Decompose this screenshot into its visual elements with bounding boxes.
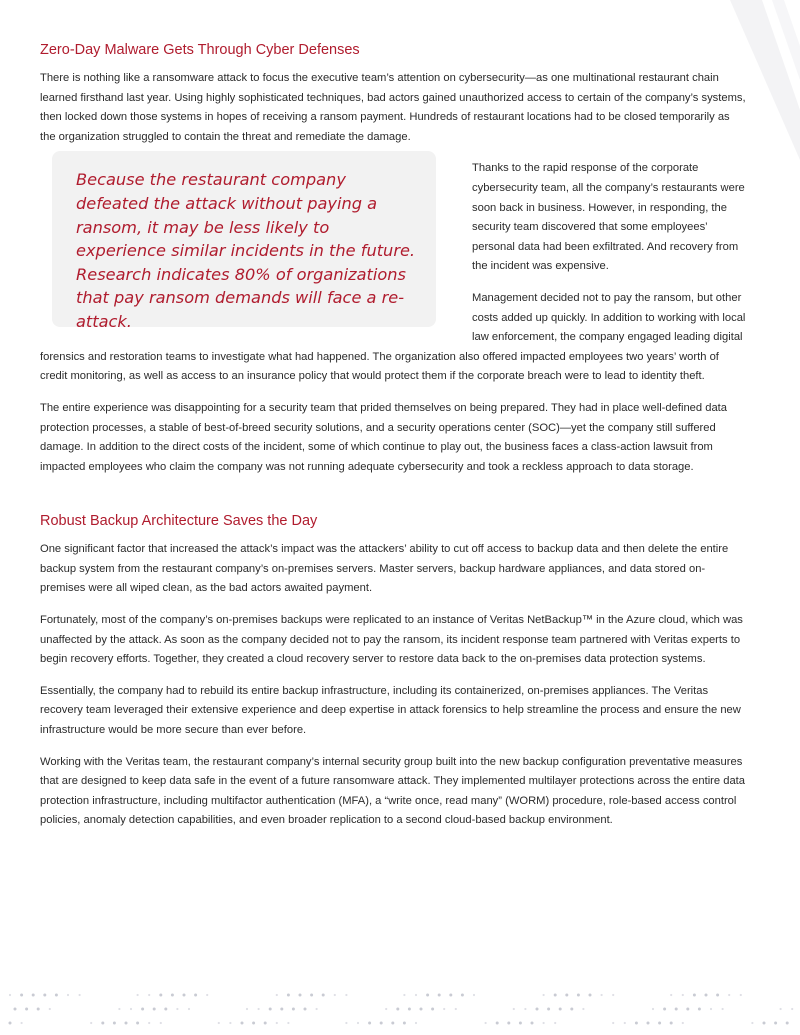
decoration-dot	[264, 1022, 267, 1025]
decoration-dot	[385, 1008, 387, 1010]
dot-pattern-decoration	[0, 990, 800, 1035]
decoration-dot	[408, 1008, 411, 1011]
decoration-dot	[287, 994, 290, 997]
decoration-dot	[443, 1008, 445, 1010]
decoration-dot	[9, 994, 11, 996]
decoration-dot	[438, 994, 441, 997]
decoration-dot	[536, 1008, 539, 1011]
decoration-dot	[137, 994, 139, 996]
decoration-dot	[693, 994, 696, 997]
decoration-dot	[345, 994, 347, 996]
decoration-dot	[49, 1008, 51, 1010]
decoration-dot	[461, 994, 464, 997]
decoration-dot	[67, 994, 69, 996]
decoration-dot	[292, 1008, 295, 1011]
section-body-zero-day	[40, 69, 748, 477]
decoration-dot	[136, 1022, 139, 1025]
decoration-dot	[159, 994, 162, 997]
decoration-dot	[426, 994, 429, 997]
decoration-dot	[316, 1008, 318, 1010]
decoration-dot	[246, 1008, 248, 1010]
decoration-dot	[543, 1022, 545, 1024]
decoration-dot	[740, 994, 742, 996]
decoration-dot	[686, 1008, 689, 1011]
pull-quote-text: Because the restaurant company defeated the attack without paying a ransom, it may be less likely to experience similar incidents in the future. Research indicates 80% of organizations that pay ransom demands will face a re-attack.	[76, 170, 416, 331]
decoration-dot	[148, 994, 150, 996]
decoration-dot	[682, 1022, 684, 1024]
decoration-dot	[415, 1022, 417, 1024]
decoration-dot	[391, 1022, 394, 1025]
decoration-dot	[101, 1022, 104, 1025]
decoration-dot	[90, 1022, 92, 1024]
decoration-dot	[141, 1008, 144, 1011]
decoration-dot	[25, 1008, 28, 1011]
paragraph: One significant factor that increased the attack’s impact was the attackers’ ability to cut off access to backup data and then delete the entire backup system from the restaurant company’s on-premises servers. Master servers, backup hardware appliances, and data stored on-premises were all wiped clean, as the bad actors awaited payment.	[40, 543, 729, 595]
decoration-dot	[20, 994, 23, 997]
decoration-dot	[565, 994, 568, 997]
decoration-dot	[496, 1022, 499, 1025]
decoration-dot	[252, 1022, 255, 1025]
decoration-dot	[194, 994, 197, 997]
decoration-dot	[698, 1008, 701, 1011]
decoration-dot	[513, 1008, 515, 1010]
decoration-dot	[559, 1008, 562, 1011]
decoration-dot	[589, 994, 592, 997]
decoration-dot	[763, 1022, 766, 1025]
decoration-dot	[670, 994, 672, 996]
decoration-dot	[635, 1022, 638, 1025]
pull-quote-box	[52, 151, 436, 331]
decoration-dot	[380, 1022, 383, 1025]
decoration-dot	[148, 1022, 150, 1024]
decoration-dot	[601, 994, 603, 996]
decoration-dot	[55, 994, 58, 997]
decoration-dot	[519, 1022, 522, 1025]
decoration-dot	[21, 1022, 23, 1024]
decoration-dot	[276, 994, 278, 996]
decoration-dot	[79, 994, 81, 996]
decoration-dot	[624, 1022, 626, 1024]
decoration-dot	[647, 1022, 650, 1025]
section-title-zero-day: Zero-Day Malware Gets Through Cyber Defenses	[40, 42, 360, 58]
decoration-dot	[9, 1022, 12, 1025]
decoration-dot	[507, 1022, 510, 1025]
decoration-dot	[415, 994, 417, 996]
decoration-dot	[164, 1008, 167, 1011]
decoration-dot	[299, 994, 302, 997]
decoration-dot	[577, 994, 580, 997]
decoration-dot	[241, 1022, 244, 1025]
section-title-backup-architecture: Robust Backup Architecture Saves the Day	[40, 513, 318, 530]
decoration-dot	[791, 1008, 793, 1010]
decoration-dot	[780, 1008, 782, 1010]
decoration-dot	[176, 1008, 178, 1010]
decoration-dot	[751, 1022, 753, 1024]
decoration-dot	[485, 1022, 487, 1024]
decoration-dot	[420, 1008, 423, 1011]
document-page	[40, 40, 748, 831]
decoration-dot	[118, 1008, 120, 1010]
decoration-dot	[322, 994, 325, 997]
decoration-dot	[357, 1022, 359, 1024]
decoration-dot	[334, 994, 336, 996]
decoration-dot	[304, 1008, 307, 1011]
decoration-dot	[188, 1008, 190, 1010]
decoration-dot	[218, 1022, 220, 1024]
decoration-dot	[153, 1008, 156, 1011]
decoration-dot	[37, 1008, 40, 1011]
paragraph: There is nothing like a ransomware attack to focus the executive team’s attention on cybersecurity—as one multinational restaurant chain learned firsthand last year. Using highly sophisticated techniques, bad actors gained unauthorized access to certain of the company’s systems, then locked down those systems in hopes of receiving a ransom payment. Hundreds of restaurant locations had to be closed temporarily as the organization struggled to contain the threat and remediate the damage.	[40, 72, 746, 143]
decoration-dot	[531, 1022, 534, 1025]
decoration-dot	[403, 1022, 406, 1025]
decoration-dot	[396, 1008, 399, 1011]
decoration-dot	[276, 1022, 278, 1024]
decoration-dot	[345, 1022, 347, 1024]
decoration-dot	[658, 1022, 661, 1025]
decoration-dot	[403, 994, 405, 996]
decoration-dot	[728, 994, 730, 996]
decoration-dot	[570, 1008, 573, 1011]
decoration-dot	[206, 994, 208, 996]
decoration-dot	[125, 1022, 128, 1025]
decoration-dot	[786, 1022, 789, 1025]
decoration-dot	[113, 1022, 116, 1025]
decoration-dot	[368, 1022, 371, 1025]
decoration-dot	[269, 1008, 272, 1011]
decoration-dot	[670, 1022, 673, 1025]
decoration-dot	[473, 994, 475, 996]
decoration-dot	[258, 1008, 260, 1010]
paragraph: Essentially, the company had to rebuild its entire backup infrastructure, including its containerized, on-premises appliances. The Veritas recovery team leveraged their extensive experience and deep expertise in attack forensics to help streamline the process and ensure the new infrastructure would be more secure than ever before.	[40, 684, 741, 737]
decoration-dot	[705, 994, 708, 997]
paragraph: The entire experience was disappointing for a security team that prided themselves on being prepared. They had in place well-defined data protection processes, a stable of best-of-breed security solutions, and a security operations center (SOC)—yet the company still suffered damage. In addition to the direct costs of the incident, some of which continue to play out, the business faces a class-action lawsuit from impacted employees who claim the company was not running adequate cybersecurity and took a reckless approach to data storage.	[40, 401, 727, 473]
decoration-dot	[710, 1008, 712, 1010]
decoration-dot	[722, 1008, 724, 1010]
decoration-dot	[160, 1022, 162, 1024]
decoration-dot	[280, 1008, 283, 1011]
decoration-dot	[229, 1022, 231, 1024]
paragraph: Management decided not to pay the ransom, but other costs added up quickly. In addition to working with local law enforcement, the company engaged leading digital forensics and restoration teams to investigate what had happened. The organization also offered impacted employees two years’ worth of credit monitoring, as well as access to an insurance policy that would protect them if the corporate breach were to lead to identity theft.	[40, 291, 746, 383]
decoration-dot	[524, 1008, 526, 1010]
decoration-dot	[554, 1022, 556, 1024]
decoration-dot	[554, 994, 557, 997]
decoration-dot	[612, 1022, 614, 1024]
decoration-dot	[582, 1008, 584, 1010]
decoration-dot	[32, 994, 35, 997]
decoration-dot	[449, 994, 452, 997]
decoration-dot	[287, 1022, 289, 1024]
decoration-dot	[171, 994, 174, 997]
decoration-dot	[652, 1008, 654, 1010]
paragraph: Working with the Veritas team, the restaurant company’s internal security group built into the new backup configuration preventative measures that are designed to keep data safe in the event of a future ransomware attack. They implemented multilayer protections across the entire data protection infrastructure, including multifactor authentication (MFA), a “write once, read many” (WORM) procedure, role-based access control policies, anomaly detection capabilities, and even broader replication to a second cloud-based backup environment.	[40, 755, 746, 827]
decoration-dot	[310, 994, 313, 997]
decoration-dot	[774, 1022, 777, 1025]
decoration-dot	[682, 994, 684, 996]
decoration-dot	[612, 994, 614, 996]
decoration-dot	[543, 994, 545, 996]
decoration-dot	[455, 1008, 457, 1010]
decoration-dot	[183, 994, 186, 997]
paragraph: Thanks to the rapid response of the corporate cybersecurity team, all the company’s restaurants were soon back in business. However, in responding, the security team discovered that some employees’ personal data had been exfiltrated. And recovery from the incident was expensive.	[472, 162, 745, 273]
decoration-dot	[14, 1008, 17, 1011]
decoration-dot	[547, 1008, 550, 1011]
decoration-dot	[130, 1008, 132, 1010]
paragraph: Fortunately, most of the company’s on-premises backups were replicated to an instance of Veritas NetBackup™ in the Azure cloud, which was unaffected by the attack. As soon as the company decided not to pay the ransom, its incident response team partnered with Veritas experts to begin recovery efforts. Together, they created a cloud recovery server to restore data back to the on-premises data protection systems.	[40, 614, 743, 666]
decoration-dot	[716, 994, 719, 997]
decoration-dot	[675, 1008, 678, 1011]
decoration-dot	[663, 1008, 666, 1011]
decoration-dot	[431, 1008, 434, 1011]
decoration-dot	[43, 994, 46, 997]
